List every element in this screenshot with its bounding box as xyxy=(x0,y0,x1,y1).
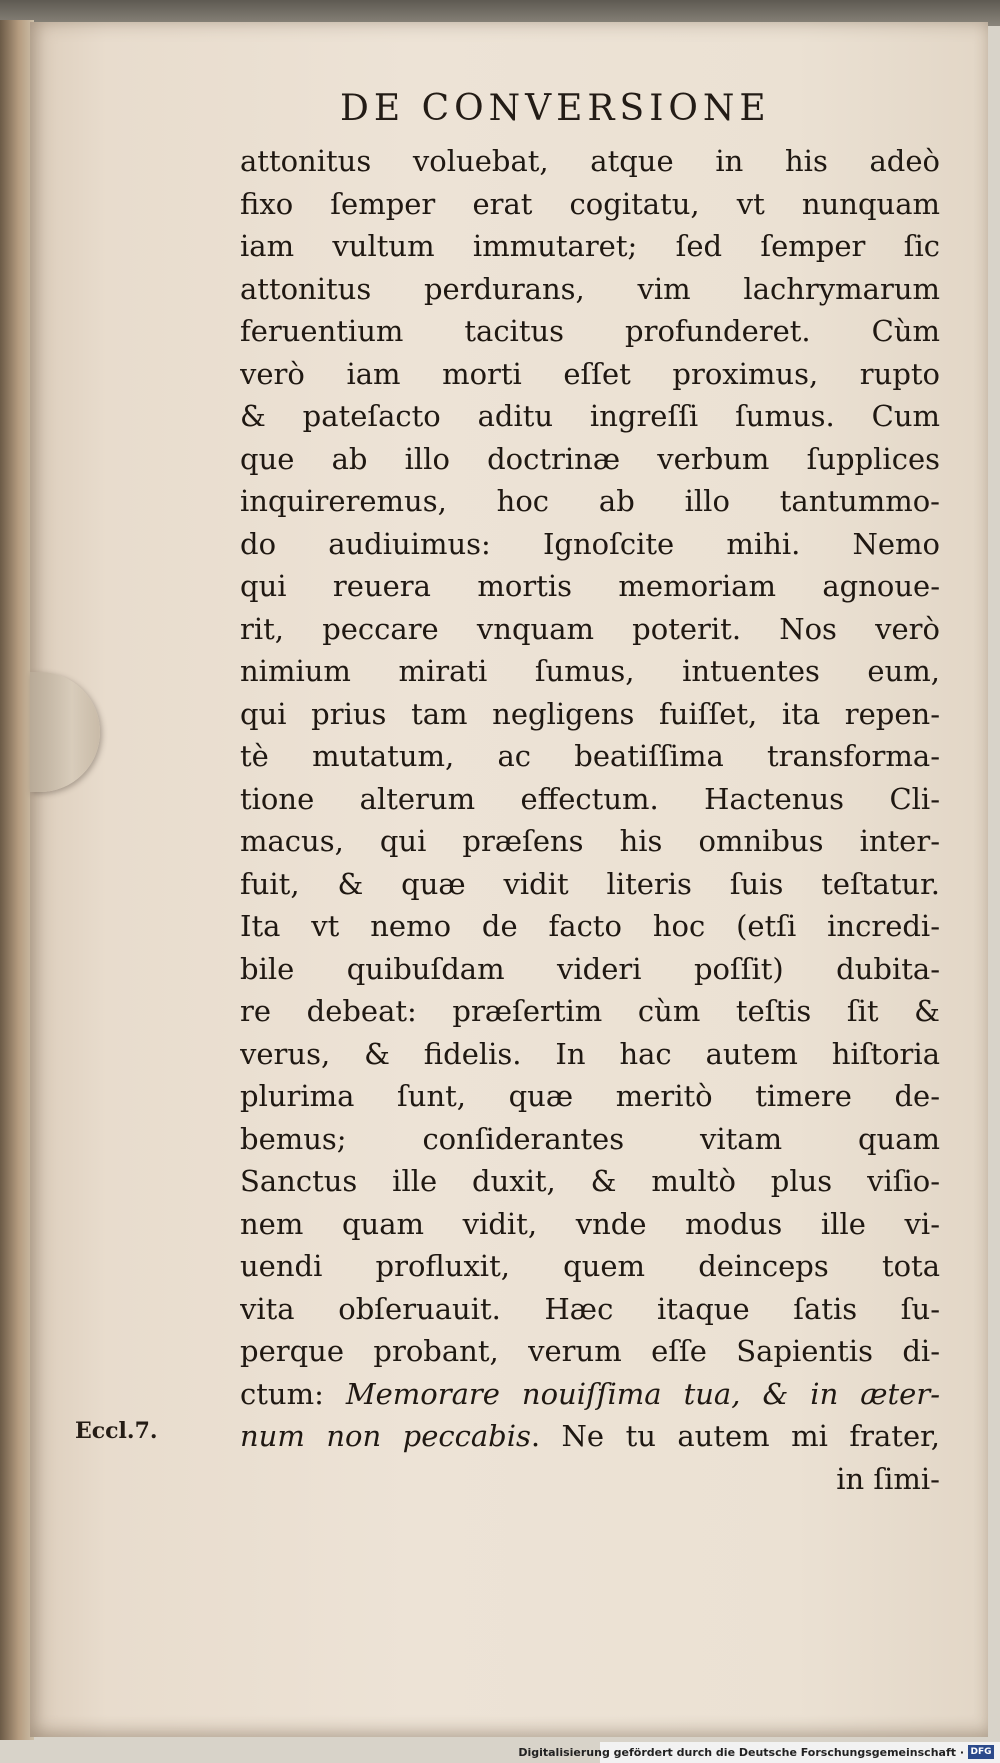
page-clip xyxy=(30,672,100,792)
margin-reference-note: Eccl.7. xyxy=(75,1418,158,1444)
text-line-17: macus, qui præſens his omnibus inter- xyxy=(240,824,940,858)
text-line-10: do audiuimus: Ignoſcite mihi. Nemo xyxy=(240,526,940,561)
text-line-23: plurima ſunt, quæ meritò timere de- xyxy=(240,1079,940,1113)
text-line-15: tè mutatum, ac beatiſſima transforma- xyxy=(240,739,940,773)
text-line-24: bemus; conſiderantes vitam quam xyxy=(240,1121,940,1156)
text-line-14: qui prius tam negligens fuiſſet, ita repen- xyxy=(240,696,940,731)
text-line-7: & pateſacto aditu ingreſſi ſumus. Cum xyxy=(240,399,940,433)
body-text xyxy=(240,140,940,1500)
text-line-25: Sanctus ille duxit, & multò plus viſio- xyxy=(240,1164,940,1198)
text-line-1: attonitus voluebat, atque in his adeò xyxy=(240,144,940,178)
text-line-16: tione alterum effectum. Hactenus Cli- xyxy=(240,781,940,816)
text-line-30 xyxy=(240,1373,940,1416)
text-line-28: vita obſeruauit. Hæc itaque ſatis ſu- xyxy=(240,1291,940,1326)
text-line-12: rit, peccare vnquam poterit. Nos verò xyxy=(240,611,940,646)
text-line-5: feruentium tacitus profunderet. Cùm xyxy=(240,314,940,348)
text-line-19: Ita vt nemo de facto hoc (etſi incredi- xyxy=(240,909,940,943)
quotation-italic-2: num non peccabis xyxy=(240,1419,531,1453)
text-line-26: nem quam vidit, vnde modus ille vi- xyxy=(240,1206,940,1241)
catchword: in ſimi- xyxy=(836,1461,940,1496)
dfg-logo: DFG xyxy=(968,1745,994,1759)
text-line-20: bile quibuſdam videri poſſit) dubita- xyxy=(240,951,940,986)
text-line-31 xyxy=(240,1415,940,1458)
text-line-4: attonitus perdurans, vim lachrymarum xyxy=(240,271,940,306)
text-line-31-suffix: . Ne tu autem mi frater, xyxy=(530,1419,940,1453)
quotation-italic-1: Memorare nouiſſima tua, & in æter- xyxy=(345,1376,940,1411)
text-line-29: perque probant, verum eſſe Sapientis di- xyxy=(240,1334,940,1368)
text-line-13: nimium mirati ſumus, intuentes eum, xyxy=(240,654,940,688)
text-line-18: fuit, & quæ vidit literis ſuis teſtatur. xyxy=(240,866,940,901)
text-line-3: iam vultum immutaret; ſed ſemper ſic xyxy=(240,229,940,263)
text-line-22: verus, & fidelis. In hac autem hiſtoria xyxy=(240,1036,940,1071)
text-line-21: re debeat: præſertim cùm teſtis ſit & xyxy=(240,994,940,1028)
digitization-credit: Digitalisierung gefördert durch die Deutsche Forschungsgemeinschaft · xyxy=(518,1746,964,1759)
text-line-8: que ab illo doctrinæ verbum ſupplices xyxy=(240,441,940,476)
book-spine-edge xyxy=(0,20,34,1740)
text-line-9: inquireremus, hoc ab illo tantummo- xyxy=(240,484,940,518)
text-line-30-prefix: ctum: xyxy=(240,1376,346,1411)
text-line-2: fixo ſemper erat cogitatu, vt nunquam xyxy=(240,186,940,221)
text-line-6: verò iam morti eſſet proximus, rupto xyxy=(240,356,940,391)
text-line-11: qui reuera mortis memoriam agnoue- xyxy=(240,569,940,603)
text-line-27: uendi profluxit, quem deinceps tota xyxy=(240,1249,940,1283)
running-title: DE CONVERSIONE xyxy=(340,88,771,129)
